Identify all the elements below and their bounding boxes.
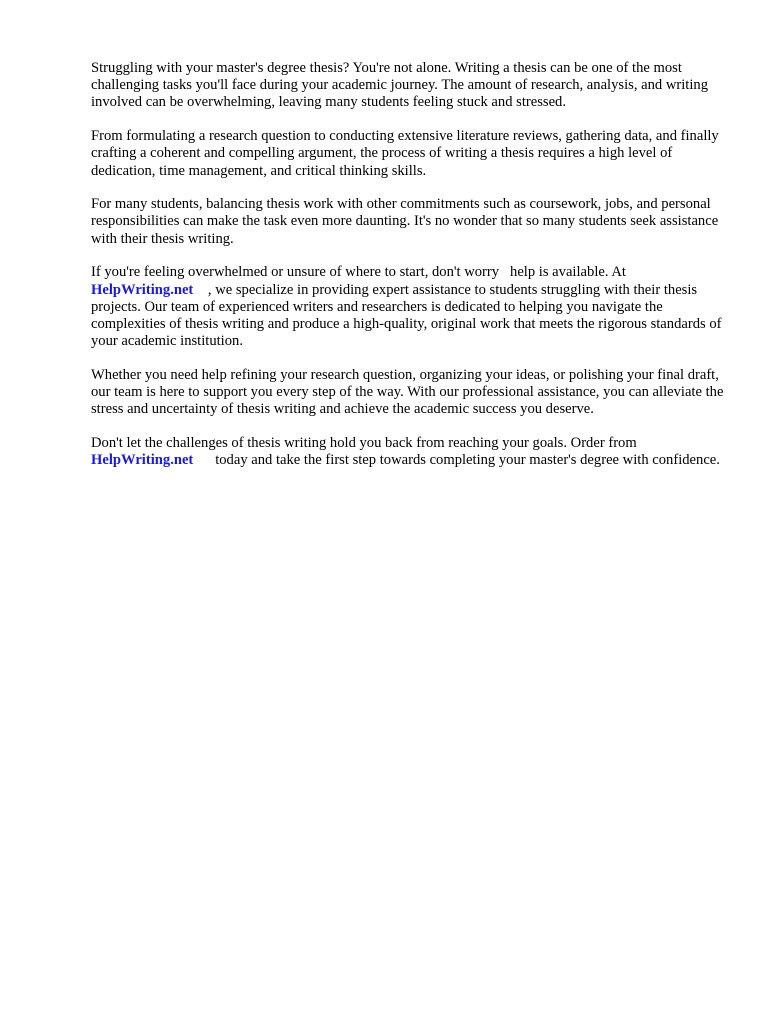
paragraph-help-text-after: , we specialize in providing expert assistance to students struggling with their thesis projects. Our team of experienced writers and researchers is dedicated to helping you navigate the complexities of thesis writing and produce a high-quality, original work that meets the rigorous standards of your academic institution. [91,281,722,350]
paragraph-order [91,435,731,469]
helpwriting-link-order[interactable]: HelpWriting.net [91,452,194,469]
paragraph-commitments: For many students, balancing thesis work with other commitments such as coursework, jobs, and personal responsibilities can make the task even more daunting. It's no wonder that so many students seek assistance with their thesis writing. [91,196,719,247]
paragraph-intro: Struggling with your master's degree thesis? You're not alone. Writing a thesis can be one of the most challenging tasks you'll face during your academic journey. The amount of research, analysis, and writing involved can be overwhelming, leaving many students feeling stuck and stressed. [91,60,708,111]
paragraph-help-text-before: If you're feeling overwhelmed or unsure of where to start, don't worry help is available. At [91,264,626,281]
paragraph-support: Whether you need help refining your research question, organizing your ideas, or polishing your final draft, our team is here to support you every step of the way. With our professional assistance, you can alleviate the stress and uncertainty of thesis writing and achieve the academic success you deserve. [91,366,724,418]
paragraph-help-available [91,264,731,350]
document-body [91,60,731,486]
helpwriting-link[interactable]: HelpWriting.net [91,281,194,298]
paragraph-order-text-after: today and take the first step towards completing your master's degree with confidence. [193,452,720,469]
paragraph-process: From formulating a research question to conducting extensive literature reviews, gathering data, and finally crafting a coherent and compelling argument, the process of writing a thesis requires a high level of dedication, time management, and critical thinking skills. [91,128,719,179]
paragraph-order-text-before: Don't let the challenges of thesis writing hold you back from reaching your goals. Order from [91,434,637,451]
